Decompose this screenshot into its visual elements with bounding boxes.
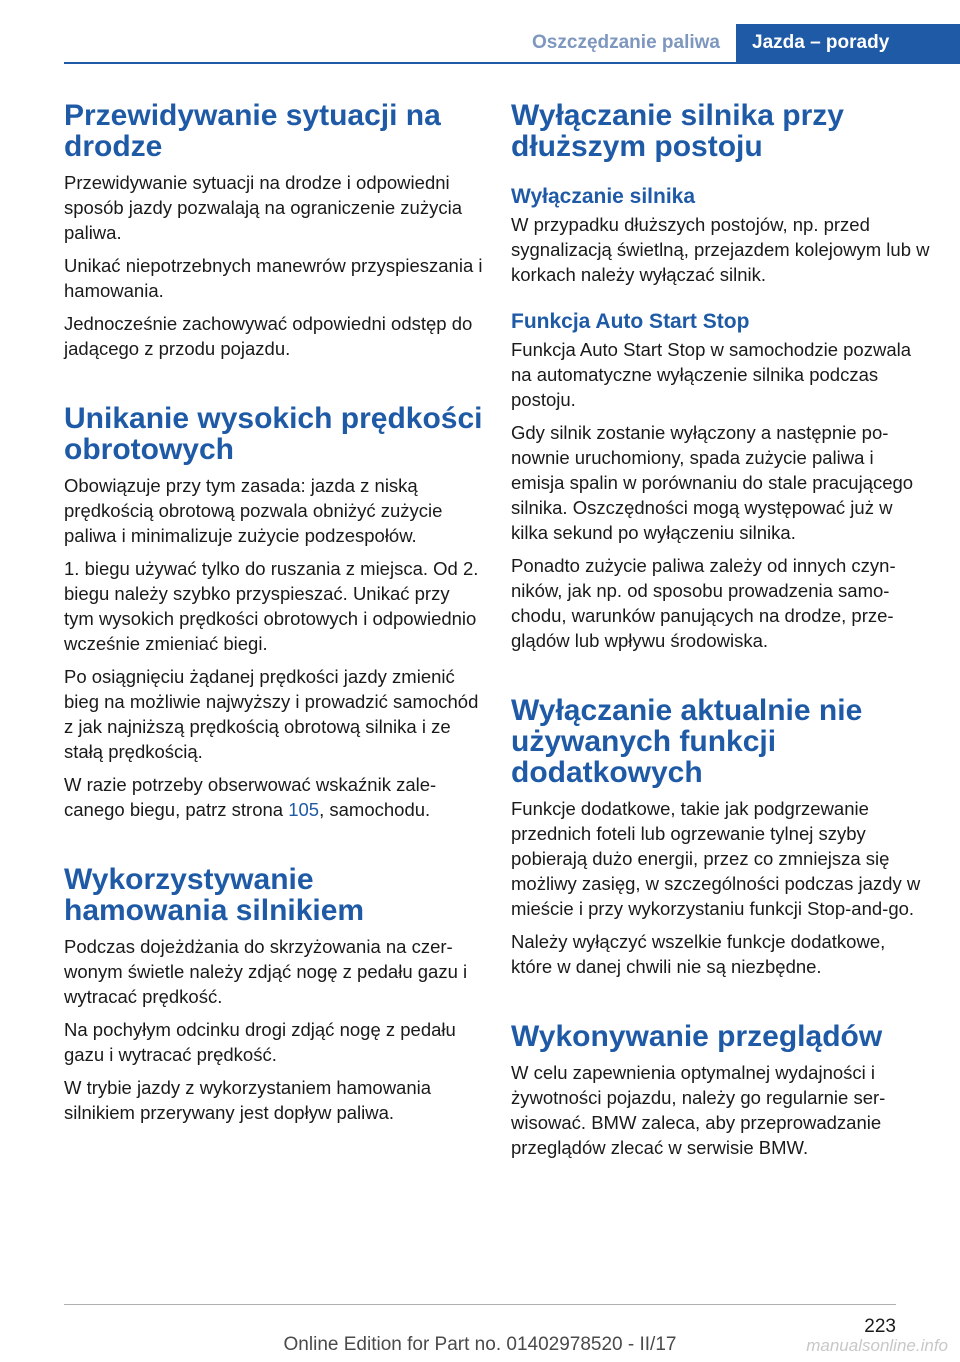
paragraph: W celu zapewnienia optymalnej wydajności i żywotności pojazdu, należy go regularnie serwisować. BMW zaleca, aby przeprowadzanie przeglądów zlecać w serwisie BMW. (511, 1062, 886, 1158)
paragraph: Unikać niepotrzebnych manewrów przyspieszania i hamowania. (64, 255, 483, 301)
paragraph: Funkcje dodatkowe, takie jak podgrzewanie przednich foteli lub ogrzewanie tylnej szyby pobierają dużo energii, przez co zmniejsza się możliwy zasięg, w szczególności podczas jazdy w mieście i przy wykorzystaniu funkcji Stop-and-go. (511, 798, 921, 919)
page-header (64, 24, 960, 64)
paragraph: Obowiązuje przy tym zasada: jazda z niską prędkością obrotową pozwala obniżyć zużycie paliwa i minimalizuje zużycie podzespołów. (64, 475, 443, 546)
paragraph: W przypadku dłuższych postojów, np. przed sygnalizacją świetlną, przejazdem kolejowym lub w korkach należy wyłączać silnik. (511, 214, 930, 285)
right-column (511, 100, 931, 1168)
heading-anticipation: Przewidywanie sytuacji na drodze (64, 99, 441, 163)
page-reference-link[interactable]: 105 (288, 799, 320, 820)
subheading-auto-start-stop: Funkcja Auto Start Stop (511, 310, 750, 333)
chapter-tab: Jazda – porady (736, 24, 960, 62)
heading-engine-braking: Wykorzystywanie hamowania silnikiem (64, 863, 365, 927)
section-tab: Oszczędzanie paliwa (532, 32, 720, 53)
heading-servicing: Wykonywanie przeglądów (511, 1020, 883, 1053)
paragraph-with-link (64, 772, 484, 822)
page-number: 223 (864, 1316, 896, 1337)
paragraph: Ponadto zużycie paliwa zależy od innych czynników, jak np. od sposobu prowadzenia samochodu, warunków panujących na drodze, przeglądów lub wpływu środowiska. (511, 555, 896, 651)
paragraph: Przewidywanie sytuacji na drodze i odpowiedni sposób jazdy pozwalają na ograniczenie zużycia paliwa. (64, 172, 462, 243)
paragraph: W trybie jazdy z wykorzystaniem hamowania silnikiem przerywany jest dopływ paliwa. (64, 1077, 432, 1123)
watermark: manualsonline.info (806, 1336, 948, 1355)
edition-footer: Online Edition for Part no. 01402978520 - II/17 (283, 1334, 677, 1355)
paragraph: Gdy silnik zostanie wyłączony a następnie ponownie uruchomiony, spada zużycie paliwa i emisja spalin w porównaniu do stale pracującego silnika. Oszczędności mogą występować już w kilka sekund po wyłączeniu silnika. (511, 422, 914, 543)
text: W razie potrzeby obserwować wskaźnik zalecanego biegu, patrz strona (64, 774, 437, 820)
heading-extra-functions: Wyłączanie aktualnie nie używanych funkcji dodatkowych (511, 694, 863, 789)
text: , samochodu. (319, 799, 431, 820)
paragraph: Po osiągnięciu żądanej prędkości jazdy zmienić bieg na możliwie najwyższy i prowadzić samochód z jak najniższą prędkością obrotową silnika i ze stałą prędkością. (64, 666, 479, 762)
heading-avoid-high-rpm: Unikanie wysokich prędkości obrotowych (64, 402, 483, 466)
paragraph: Jednocześnie zachowywać odpowiedni odstęp do jadącego z przodu pojazdu. (64, 313, 473, 359)
paragraph: Podczas dojeżdżania do skrzyżowania na czerwonym świetle należy zdjąć nogę z pedału gazu i wytracać prędkość. (64, 936, 468, 1007)
paragraph: Na pochyłym odcinku drogi zdjąć nogę z pedału gazu i wytracać prędkość. (64, 1019, 456, 1065)
left-column (64, 100, 484, 1133)
subheading-engine-off: Wyłączanie silnika (511, 185, 696, 208)
paragraph: Funkcja Auto Start Stop w samochodzie pozwala na automatyczne wyłączenie silnika podczas postoju. (511, 339, 912, 410)
footer-divider (64, 1304, 896, 1305)
paragraph: Należy wyłączyć wszelkie funkcje dodatkowe, które w danej chwili nie są niezbędne. (511, 931, 886, 977)
heading-engine-off: Wyłączanie silnika przy dłuższym postoju (511, 99, 844, 163)
paragraph: 1. biegu używać tylko do ruszania z miejsca. Od 2. biegu należy szybko przyspieszać. Unikać przy tym wysokich prędkości obrotowych i odpowiednio wcześnie zmieniać biegi. (64, 558, 479, 654)
